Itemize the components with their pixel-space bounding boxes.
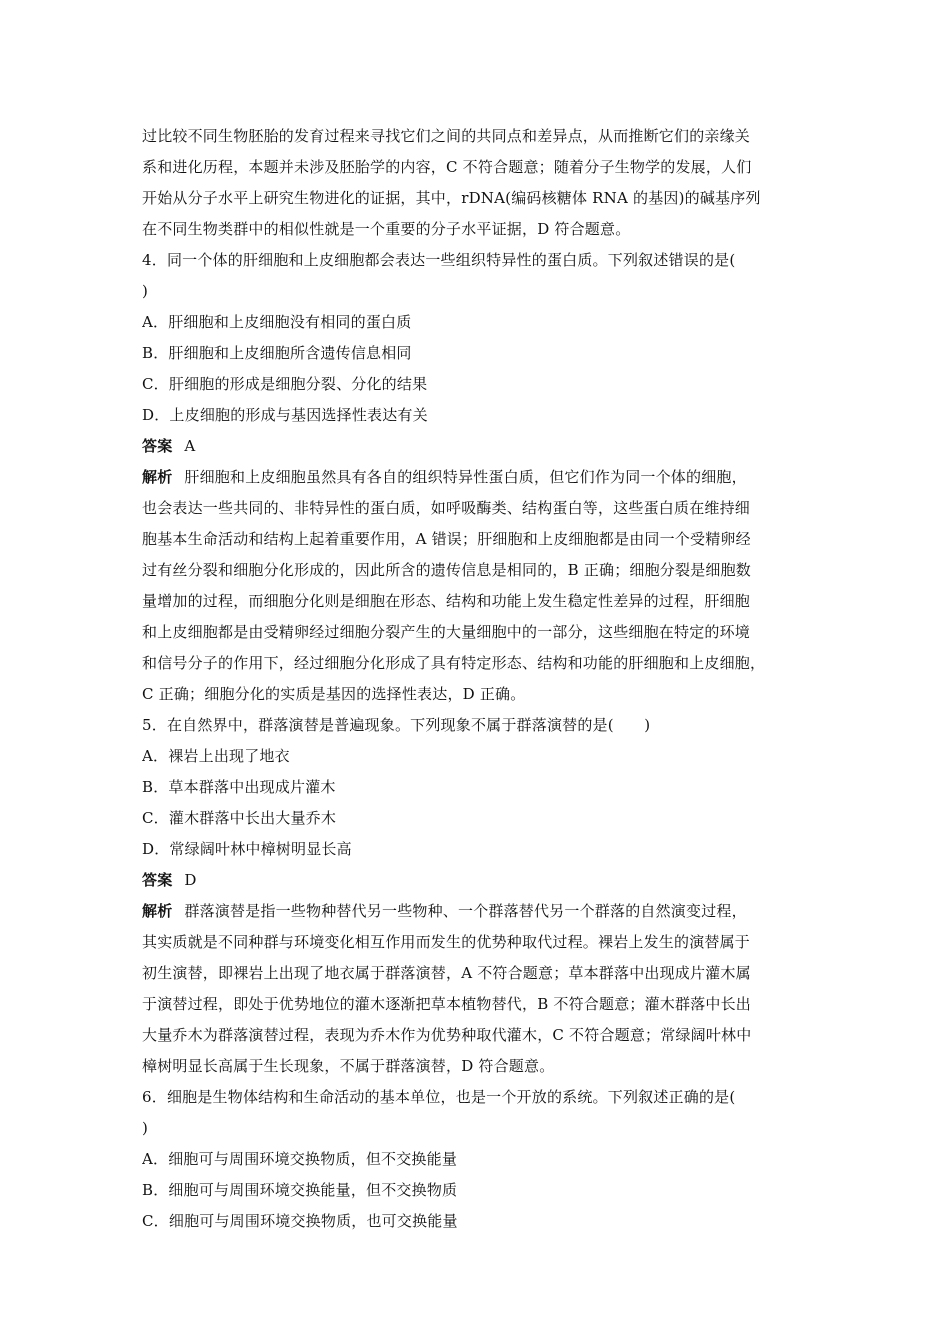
- option-text: B．肝细胞和上皮细胞所含遗传信息相同: [142, 344, 412, 362]
- text-line: [142, 183, 818, 214]
- question-line: [142, 245, 818, 276]
- option-line: [142, 338, 818, 369]
- option-block: [142, 772, 818, 803]
- option-text: D．上皮细胞的形成与基因选择性表达有关: [142, 406, 428, 424]
- option-block: [142, 1206, 818, 1237]
- text-text: 系和进化历程，本题并未涉及胚胎学的内容，C 不符合题意；随着分子生物学的发展，人们: [142, 158, 752, 176]
- option-text: A．肝细胞和上皮细胞没有相同的蛋白质: [142, 313, 412, 331]
- option-text: C．肝细胞的形成是细胞分裂、分化的结果: [142, 375, 428, 393]
- question-text: ): [142, 282, 149, 300]
- option-block: [142, 741, 818, 772]
- analysis-block: [142, 462, 818, 710]
- option-line: [142, 1206, 818, 1237]
- option-text: C．灌木群落中长出大量乔木: [142, 809, 337, 827]
- analysis-text: 肝细胞和上皮细胞虽然具有各自的组织特异性蛋白质，但它们作为同一个体的细胞，: [184, 468, 747, 486]
- question-block: [142, 710, 818, 741]
- text-line: [142, 214, 818, 245]
- question-line: [142, 710, 818, 741]
- option-line: [142, 772, 818, 803]
- option-text: A．细胞可与周围环境交换物质，但不交换能量: [142, 1150, 458, 1168]
- analysis-text: 樟树明显长高属于生长现象，不属于群落演替，D 符合题意。: [142, 1057, 555, 1075]
- option-line: [142, 834, 818, 865]
- option-block: [142, 803, 818, 834]
- analysis-text: C 正确；细胞分化的实质是基因的选择性表达，D 正确。: [142, 685, 526, 703]
- option-text: C．细胞可与周围环境交换物质，也可交换能量: [142, 1212, 458, 1230]
- question-text: 4．同一个体的肝细胞和上皮细胞都会表达一些组织特异性的蛋白质。下列叙述错误的是(: [142, 251, 736, 269]
- option-line: [142, 1144, 818, 1175]
- option-block: [142, 307, 818, 338]
- analysis-label: 解析: [142, 902, 173, 920]
- option-text: D．常绿阔叶林中樟树明显长高: [142, 840, 352, 858]
- question-block: [142, 245, 818, 307]
- analysis-line: [142, 1020, 818, 1051]
- option-text: A．裸岩上出现了地衣: [142, 747, 290, 765]
- analysis-text: 大量乔木为群落演替过程，表现为乔木作为优势种取代灌木，C 不符合题意；常绿阔叶林中: [142, 1026, 752, 1044]
- text-line: [142, 121, 818, 152]
- option-block: [142, 369, 818, 400]
- text-line: [142, 152, 818, 183]
- analysis-text: 过有丝分裂和细胞分化形成的，因此所含的遗传信息是相同的，B 正确；细胞分裂是细胞数: [142, 561, 751, 579]
- option-block: [142, 834, 818, 865]
- analysis-text: 胞基本生命活动和结构上起着重要作用，A 错误；肝细胞和上皮细胞都是由同一个受精卵经: [142, 530, 751, 548]
- analysis-text: 量增加的过程，而细胞分化则是细胞在形态、结构和功能上发生稳定性差异的过程，肝细胞: [142, 592, 751, 610]
- analysis-line: [142, 958, 818, 989]
- analysis-text: 于演替过程，即处于优势地位的灌木逐渐把草本植物替代，B 不符合题意；灌木群落中长出: [142, 995, 751, 1013]
- option-block: [142, 338, 818, 369]
- analysis-text: 群落演替是指一些物种替代另一些物种、一个群落替代另一个群落的自然演变过程，: [184, 902, 747, 920]
- analysis-text: 和信号分子的作用下，经过细胞分化形成了具有特定形态、结构和功能的肝细胞和上皮细胞，: [142, 654, 766, 672]
- analysis-line: [142, 679, 818, 710]
- answer-block: [142, 431, 818, 462]
- question-text: 6．细胞是生物体结构和生命活动的基本单位，也是一个开放的系统。下列叙述正确的是(: [142, 1088, 736, 1106]
- question-line: [142, 1113, 818, 1144]
- answer-line: [142, 865, 818, 896]
- question-text: ): [142, 1119, 149, 1137]
- text-block: [142, 121, 818, 245]
- answer-block: [142, 865, 818, 896]
- analysis-text: 和上皮细胞都是由受精卵经过细胞分裂产生的大量细胞中的一部分，这些细胞在特定的环境: [142, 623, 751, 641]
- analysis-line: [142, 586, 818, 617]
- option-line: [142, 803, 818, 834]
- option-line: [142, 741, 818, 772]
- analysis-label: 解析: [142, 468, 173, 486]
- option-block: [142, 1144, 818, 1175]
- option-block: [142, 400, 818, 431]
- analysis-text: 也会表达一些共同的、非特异性的蛋白质，如呼吸酶类、结构蛋白等，这些蛋白质在维持细: [142, 499, 751, 517]
- analysis-line: [142, 648, 818, 679]
- analysis-block: [142, 896, 818, 1082]
- answer-label: 答案: [142, 437, 173, 455]
- question-text: 5．在自然界中，群落演替是普遍现象。下列现象不属于群落演替的是( ): [142, 716, 651, 734]
- analysis-text: 初生演替，即裸岩上出现了地衣属于群落演替，A 不符合题意；草本群落中出现成片灌木属: [142, 964, 751, 982]
- question-line: [142, 1082, 818, 1113]
- answer-text: A: [184, 437, 196, 455]
- analysis-line: [142, 617, 818, 648]
- option-block: [142, 1175, 818, 1206]
- text-text: 开始从分子水平上研究生物进化的证据，其中，rDNA(编码核糖体 RNA 的基因)的碱基序列: [142, 189, 761, 207]
- option-line: [142, 369, 818, 400]
- analysis-line: [142, 927, 818, 958]
- analysis-line: [142, 462, 818, 493]
- question-block: [142, 1082, 818, 1144]
- analysis-line: [142, 989, 818, 1020]
- answer-line: [142, 431, 818, 462]
- text-text: 过比较不同生物胚胎的发育过程来寻找它们之间的共同点和差异点，从而推断它们的亲缘关: [142, 127, 751, 145]
- answer-label: 答案: [142, 871, 173, 889]
- analysis-text: 其实质就是不同种群与环境变化相互作用而发生的优势种取代过程。裸岩上发生的演替属于: [142, 933, 751, 951]
- question-line: [142, 276, 818, 307]
- analysis-line: [142, 1051, 818, 1082]
- analysis-line: [142, 524, 818, 555]
- text-text: 在不同生物类群中的相似性就是一个重要的分子水平证据，D 符合题意。: [142, 220, 631, 238]
- analysis-line: [142, 493, 818, 524]
- analysis-line: [142, 896, 818, 927]
- option-line: [142, 1175, 818, 1206]
- option-line: [142, 307, 818, 338]
- analysis-line: [142, 555, 818, 586]
- option-text: B．草本群落中出现成片灌木: [142, 778, 336, 796]
- answer-text: D: [184, 871, 197, 889]
- option-text: B．细胞可与周围环境交换能量，但不交换物质: [142, 1181, 458, 1199]
- document-page: [142, 121, 818, 1237]
- option-line: [142, 400, 818, 431]
